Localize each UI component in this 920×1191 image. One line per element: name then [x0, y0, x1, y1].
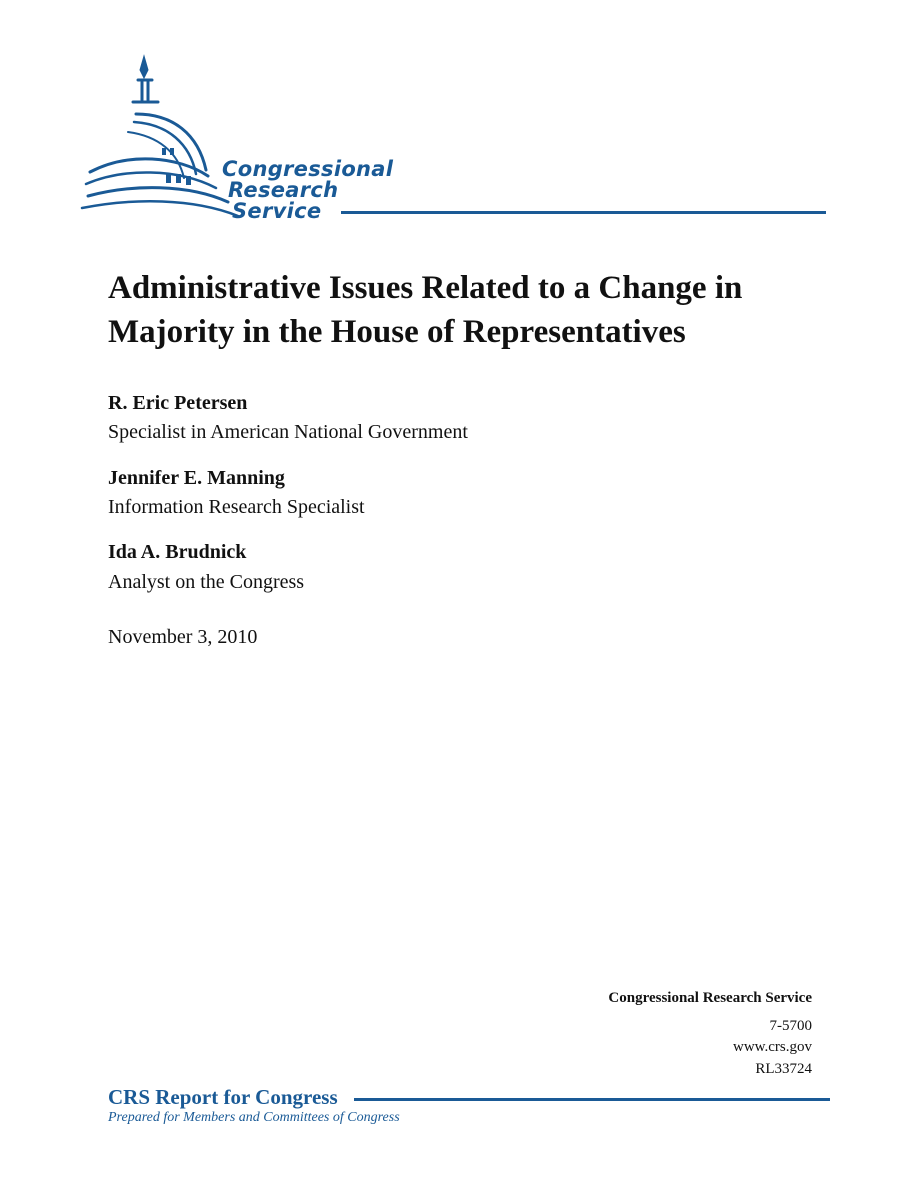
author-role: Specialist in American National Government: [108, 421, 468, 443]
crs-org-name: Congressional Research Service: [608, 990, 812, 1006]
report-date: November 3, 2010: [108, 626, 258, 648]
logo-text-congressional: Congressional: [222, 157, 394, 181]
author-name: Ida A. Brudnick: [108, 541, 247, 563]
footer-rule: [354, 1098, 830, 1101]
author-name: R. Eric Petersen: [108, 392, 248, 414]
crs-logo: [78, 52, 838, 227]
crs-report-label: CRS Report for Congress: [108, 1085, 338, 1109]
logo-rule: [341, 211, 826, 214]
crs-number: 7-5700: [769, 1018, 812, 1034]
prepared-for-text: Prepared for Members and Committees of Congress: [108, 1110, 400, 1125]
author-role: Analyst on the Congress: [108, 571, 305, 593]
logo-text-research: Research: [228, 178, 339, 202]
author-role: Information Research Specialist: [108, 496, 365, 518]
report-id: RL33724: [755, 1061, 812, 1077]
report-title: Administrative Issues Related to a Change in Majority in the House of Representatives: [108, 270, 743, 350]
logo-text-service: Service: [232, 199, 322, 223]
crs-url-link[interactable]: www.crs.gov: [732, 1039, 812, 1055]
author-name: Jennifer E. Manning: [108, 467, 285, 489]
